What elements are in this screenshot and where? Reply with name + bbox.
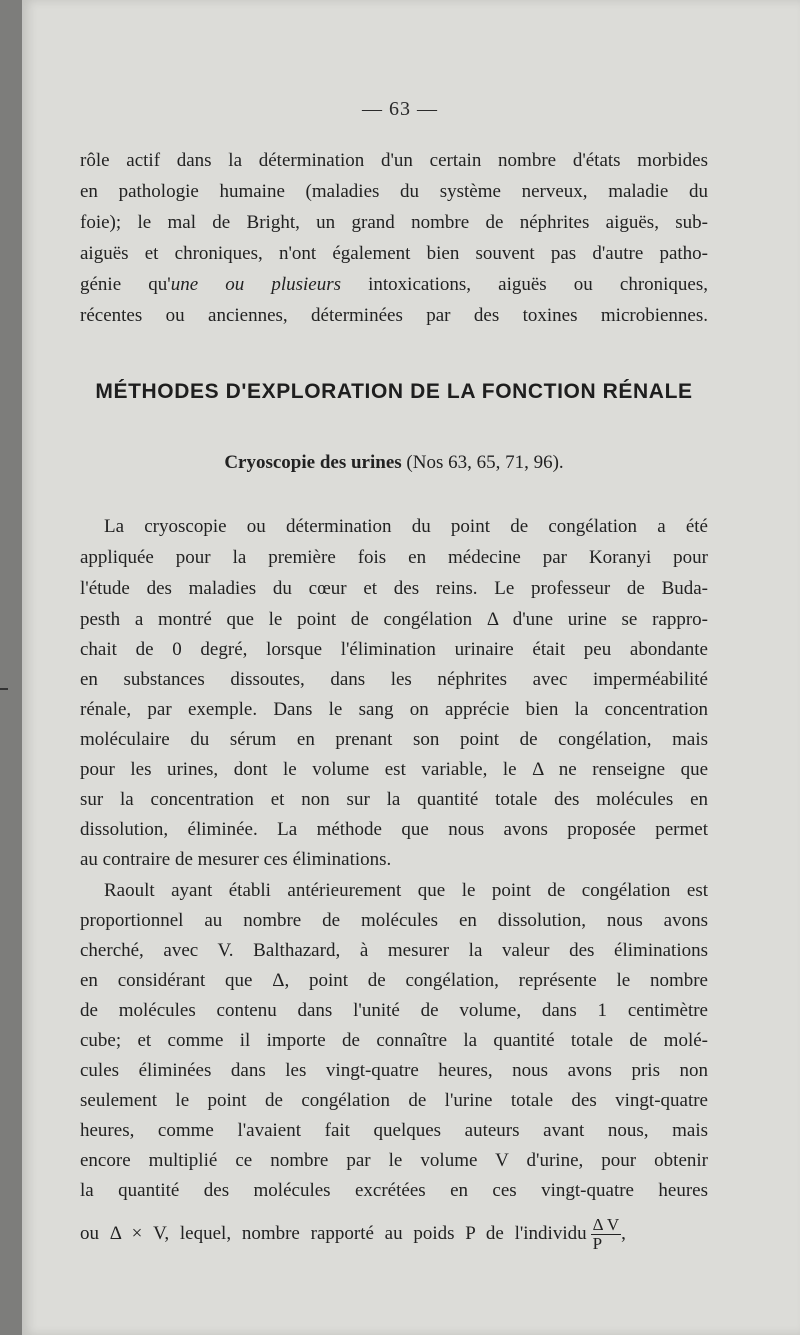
text-line: de molécules contenu dans l'unité de volume, dans 1 centimètre <box>80 1000 708 1021</box>
text-line: au contraire de mesurer ces éliminations. <box>80 849 392 870</box>
text-line: foie); le mal de Bright, un grand nombre de néphrites aiguës, sub- <box>80 212 708 233</box>
text-line: pour les urines, dont le volume est variable, le Δ ne renseigne que <box>80 759 708 780</box>
text-line: aiguës et chroniques, n'ont également bien souvent pas d'autre patho- <box>80 243 708 264</box>
text-line: rôle actif dans la détermination d'un certain nombre d'états morbides <box>80 150 708 171</box>
subheading-title: Cryoscopie des urines <box>224 452 402 473</box>
margin-mark <box>0 688 8 690</box>
text-line: en considérant que Δ, point de congélation, représente le nombre <box>80 970 708 991</box>
page-number: — 63 — <box>362 98 438 120</box>
text-line: Raoult ayant établi antérieurement que le point de congélation est <box>104 880 708 901</box>
text-line: en substances dissoutes, dans les néphrites avec imperméabilité <box>80 669 708 690</box>
fraction <box>591 1216 622 1253</box>
text-line: pesth a montré que le point de congélation Δ d'une urine se rappro- <box>80 609 708 630</box>
subheading-refs: (Nos 63, 65, 71, 96). <box>401 452 564 473</box>
section-heading: MÉTHODES D'EXPLORATION DE LA FONCTION RÉNALE <box>95 380 693 403</box>
text-line: rénale, par exemple. Dans le sang on apprécie bien la concentration <box>80 699 708 720</box>
text-line: l'étude des maladies du cœur et des reins. Le professeur de Buda- <box>80 578 708 599</box>
text-fragment: ou Δ × V, lequel, nombre rapporté au poids P de l'individu <box>80 1223 587 1244</box>
subheading <box>80 452 708 474</box>
text-line: La cryoscopie ou détermination du point de congélation a été <box>104 516 708 537</box>
text-line: seulement le point de congélation de l'urine totale des vingt-quatre <box>80 1090 708 1111</box>
text-line: encore multiplié ce nombre par le volume V d'urine, pour obtenir <box>80 1150 708 1171</box>
text-line: la quantité des molécules excrétées en ces vingt-quatre heures <box>80 1180 708 1201</box>
text-fragment: intoxications, aiguës ou chroniques, <box>341 274 709 295</box>
text-line: cherché, avec V. Balthazard, à mesurer la valeur des éliminations <box>80 940 708 961</box>
formula-line <box>80 1214 708 1254</box>
text-fragment: génie qu' <box>80 274 171 295</box>
text-line: cules éliminées dans les vingt-quatre heures, nous avons pris non <box>80 1060 708 1081</box>
text-line: proportionnel au nombre de molécules en dissolution, nous avons <box>80 910 708 931</box>
text-line: cube; et comme il importe de connaître la quantité totale de molé- <box>80 1030 708 1051</box>
text-line: chait de 0 degré, lorsque l'élimination urinaire était peu abondante <box>80 639 708 660</box>
text-line: dissolution, éliminée. La méthode que nous avons proposée permet <box>80 819 708 840</box>
final-punctuation: , <box>621 1223 626 1244</box>
text-line: sur la concentration et non sur la quantité totale des molécules en <box>80 789 708 810</box>
text-line: moléculaire du sérum en prenant son point de congélation, mais <box>80 729 708 750</box>
fraction-numerator: Δ V <box>592 1215 620 1235</box>
text-line <box>80 272 708 298</box>
text-line: appliquée pour la première fois en médecine par Koranyi pour <box>80 547 708 568</box>
text-line: heures, comme l'avaient fait quelques auteurs avant nous, mais <box>80 1120 708 1141</box>
text-line: en pathologie humaine (maladies du système nerveux, maladie du <box>80 181 708 202</box>
text-line: récentes ou anciennes, déterminées par des toxines microbiennes. <box>80 305 708 326</box>
page-body <box>80 0 708 1335</box>
fraction-denominator: P <box>592 1234 603 1254</box>
italic-phrase: une ou plusieurs <box>170 274 342 295</box>
